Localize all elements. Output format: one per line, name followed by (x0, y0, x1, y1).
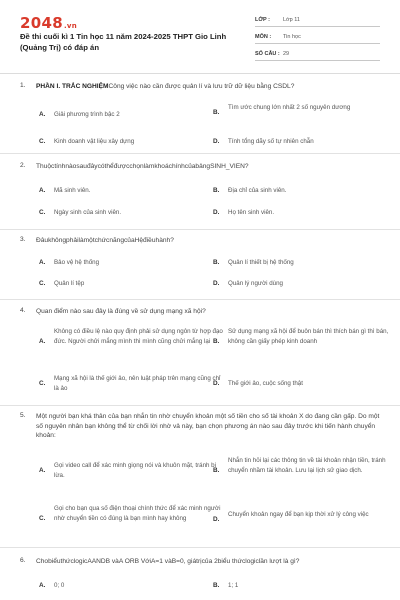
question-text (36, 82, 384, 92)
option-a[interactable] (39, 258, 224, 268)
option-c[interactable] (39, 374, 224, 393)
option-letter: D. (213, 209, 220, 217)
meta-count-label: SỐ CÂU : (255, 51, 280, 57)
option-text: Gọi video call để xác minh giọng nói và khuôn mặt, tránh bị lừa. (54, 462, 216, 479)
option-text: 0; 0 (54, 582, 65, 589)
option-letter: A. (39, 582, 46, 590)
question-number: 6. (20, 557, 26, 564)
option-letter: B. (213, 582, 220, 590)
exam-meta (255, 14, 380, 65)
option-b[interactable] (213, 103, 398, 122)
question-divider (0, 153, 400, 154)
option-text: Nhắn tin hỏi lại các thông tin về tài khoản nhận tiền, tránh chuyển nhầm tài khoản. Lưu lại lịch sử giao dịch. (228, 457, 386, 474)
meta-subject-value: Tin học (283, 34, 301, 40)
option-text: Mạng xã hội là thế giới ảo, nên luật pháp trên mạng cũng chỉ là ảo (54, 375, 221, 392)
option-text: Bảo vệ hệ thống (54, 259, 100, 266)
option-text: Tìm ước chung lớn nhất 2 số nguyên dương (228, 104, 351, 111)
question-divider (0, 299, 400, 300)
option-text: Quản lí tệp (54, 280, 85, 287)
exam-title: Đề thi cuối kì 1 Tin học 11 năm 2024-2025 THPT Gio Linh (Quảng Trị) có đáp án (20, 32, 227, 52)
option-text: Thế giới ảo, cuộc sống thật (228, 380, 303, 387)
section-heading: PHẦN I. TRẮC NGHIỆM (36, 83, 109, 90)
option-letter: C. (39, 280, 46, 288)
question-divider (0, 405, 400, 406)
question-divider (0, 547, 400, 548)
question-number: 4. (20, 307, 26, 314)
option-text: Kinh doanh vật liệu xây dựng (54, 138, 135, 145)
option-a[interactable] (39, 186, 224, 196)
option-b[interactable] (213, 581, 398, 591)
option-letter: D. (213, 280, 220, 288)
option-letter: B. (213, 466, 220, 474)
option-letter: A. (39, 110, 46, 118)
option-a[interactable] (39, 461, 224, 480)
question-text (36, 307, 384, 317)
option-letter: D. (213, 380, 220, 388)
option-text: Giải phương trình bậc 2 (54, 111, 120, 118)
option-d[interactable] (213, 208, 398, 218)
header-divider (0, 73, 400, 74)
option-letter: B. (213, 187, 220, 195)
option-a[interactable] (39, 105, 224, 124)
exam-header (0, 0, 400, 62)
question-body: ĐâukhôngphảilàmộtchứcnăngcủaHệđiềuhành? (36, 237, 174, 244)
question-number: 5. (20, 412, 26, 419)
meta-subject-label: MÔN : (255, 34, 272, 40)
option-letter: A. (39, 337, 46, 345)
option-text: Chuyển khoản ngay để bạn kịp thời xử lý công việc (228, 511, 369, 518)
logo-text: 2048 (20, 14, 63, 32)
site-logo[interactable] (20, 14, 77, 32)
option-letter: B. (213, 108, 220, 116)
option-text: Họ tên sinh viên. (228, 209, 275, 216)
question-divider (0, 229, 400, 230)
option-text: Quản lý người dùng (228, 280, 283, 287)
meta-count-value: 29 (283, 51, 290, 57)
option-c[interactable] (39, 279, 224, 289)
option-d[interactable] (213, 279, 398, 289)
option-text: Ngày sinh của sinh viên. (54, 209, 122, 216)
option-text: Sử dụng mạng xã hội để buôn bán thì thích bán gì thì bán, không cần giấy phép kinh doanh (228, 328, 389, 345)
meta-class-row (255, 14, 380, 27)
question-body: ChobiểuthứclogicAANDB vàA ORB VớiA=1 vàB=0, giátrịcủa 2biểu thứclogiclần lượt là gì? (36, 558, 300, 565)
option-letter: C. (39, 209, 46, 217)
option-letter: B. (213, 259, 220, 267)
question-text (36, 236, 384, 246)
option-a[interactable] (39, 327, 224, 356)
question-body: Công việc nào cần được quản lí và lưu trữ dữ liệu bằng CSDL? (108, 83, 295, 90)
option-letter: D. (213, 515, 220, 523)
question-text (36, 557, 384, 567)
question-body: Quan điểm nào sau đây là đúng về sử dụng mạng xã hội? (36, 308, 206, 315)
option-c[interactable] (39, 504, 224, 533)
option-c[interactable] (39, 208, 224, 218)
question-number: 3. (20, 236, 26, 243)
meta-count-row (255, 48, 380, 61)
option-text: Tính tổng dãy số tự nhiên chẵn (228, 138, 314, 145)
question-text (36, 162, 384, 172)
option-text: Gọi cho bạn qua số điện thoại chính thức để xác minh người nhờ chuyển tiền có đúng là bạn mình hay không (54, 505, 221, 522)
question-number: 1. (20, 82, 26, 89)
question-body: ThuộctínhnàosauđâycóthểđượcchọnlàmkhoáchínhcủabảngSINH_VIEN? (36, 163, 249, 170)
meta-class-value: Lớp 11 (283, 17, 300, 23)
meta-class-label: LỚP : (255, 17, 270, 23)
option-text: 1; 1 (228, 582, 239, 589)
option-text: Quản lí thiết bị hệ thống (228, 259, 294, 266)
question-number: 2. (20, 162, 26, 169)
option-letter: B. (213, 337, 220, 345)
option-b[interactable] (213, 258, 398, 268)
option-letter: A. (39, 187, 46, 195)
option-d[interactable] (213, 510, 398, 529)
option-a[interactable] (39, 581, 224, 591)
option-letter: C. (39, 138, 46, 146)
option-letter: C. (39, 379, 46, 387)
option-letter: C. (39, 514, 46, 522)
option-text: Mã sinh viên. (54, 187, 91, 194)
option-text: Địa chỉ của sinh viên. (228, 187, 287, 194)
meta-subject-row (255, 31, 380, 44)
option-b[interactable] (213, 186, 398, 196)
option-b[interactable] (213, 327, 398, 356)
option-letter: A. (39, 259, 46, 267)
option-c[interactable] (39, 137, 224, 147)
option-b[interactable] (213, 456, 398, 485)
option-letter: D. (213, 138, 220, 146)
option-text: Không có điều lệ nào quy định phải sử dụng ngôn từ hợp đạo đức. Người chửi mắng mình thì mình cũng chửi mắng lại (54, 328, 223, 345)
question-text (36, 412, 386, 441)
option-d[interactable] (213, 137, 398, 147)
option-letter: A. (39, 466, 46, 474)
question-body: Một người bạn khá thân của bạn nhắn tin nhờ chuyển khoản một số tiền cho số tài khoản X do đang cần gấp. Do một số nguyên nhân bạn không thể từ chối lời nhờ vả này, bạn chọn phương án nào sau đây trước khi tiến hành chuyển khoản: (36, 413, 380, 440)
logo-suffix: .vn (63, 22, 78, 30)
option-d[interactable] (213, 379, 398, 389)
